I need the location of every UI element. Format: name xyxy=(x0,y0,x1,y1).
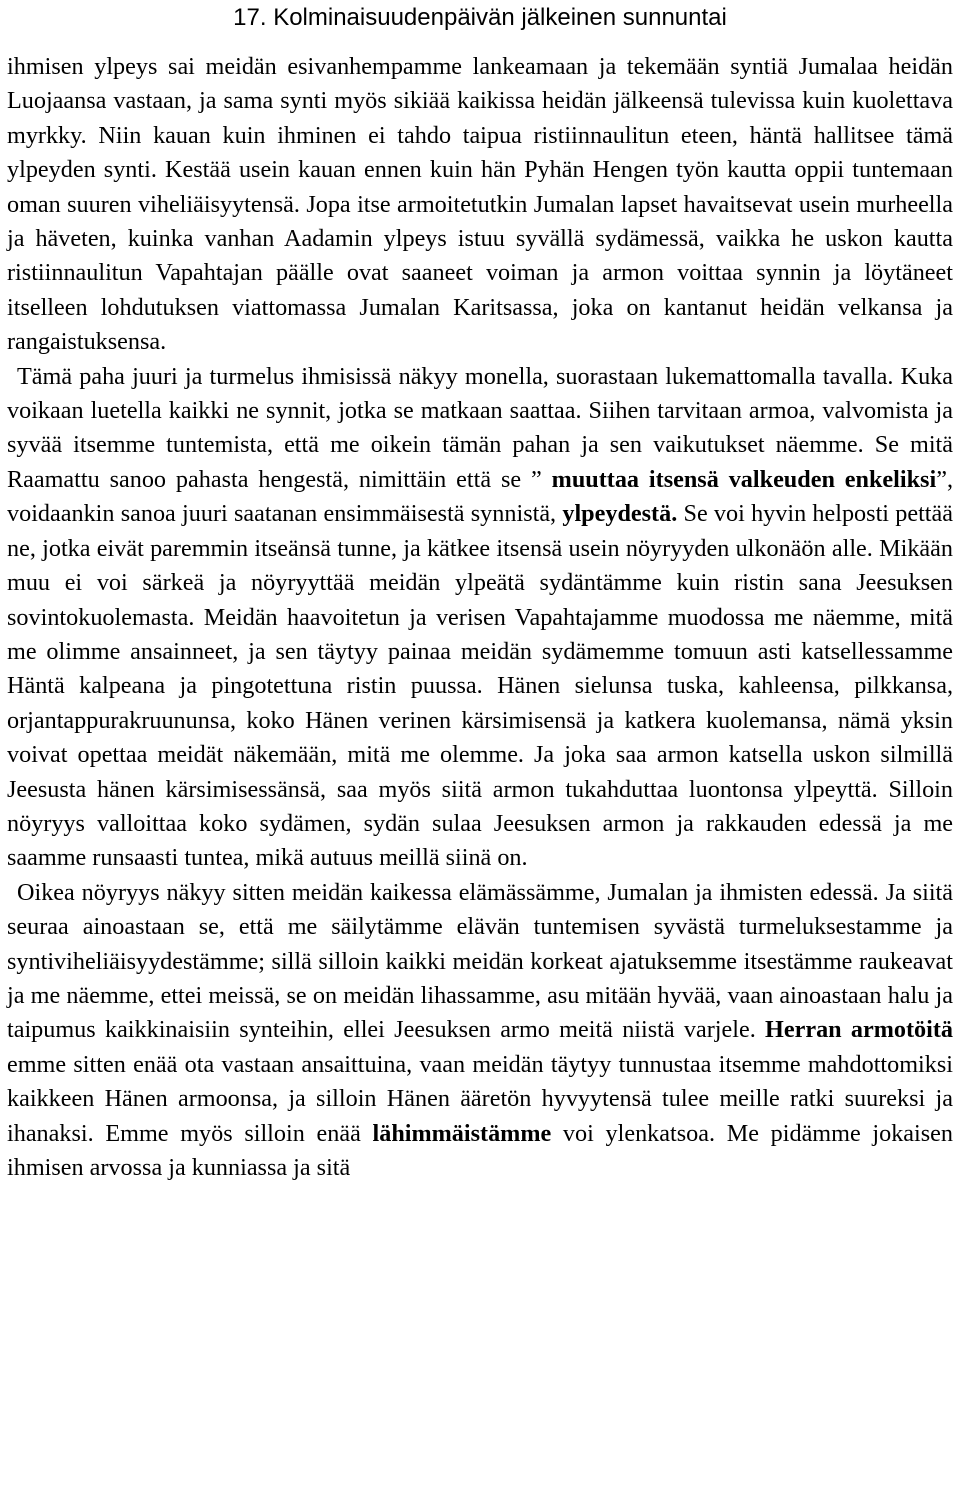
paragraph-1-text: ihmisen ylpeys sai meidän esivanhempamme lankeamaan ja tekemään syntiä Jumalaa heidän Luojaansa vastaan, ja sama synti myös sikiää kaikissa heidän jälkeensä tulevissa kuin kuolettava myrkky. Niin kauan kuin ihminen ei tahdo taipua ristiinnaulitun eteen, häntä hallitsee tämä ylpeyden synti. Kestää usein kauan ennen kuin hän Pyhän Hengen työn kautta oppii tuntemaan oman suuren viheliäisyytensä. Jopa itse armoitetutkin Jumalan lapset havaitsevat usein murheella ja häveten, kuinka vanhan Aadamin ylpeys istuu syvällä sydämessä, vaikka he uskon kautta ristiinnaulitun Vapahtajan päälle ovat saaneet voiman ja armon voittaa synnin ja löytäneet itselleen lohdutuksen viattomassa Jumalan Karitsassa, joka on kantanut heidän velkansa ja rangaistuksensa. xyxy=(7,53,953,356)
paragraph-1 xyxy=(7,50,953,360)
paragraph-2 xyxy=(7,360,953,876)
paragraph-2-text-a: Tämä paha juuri ja turmelus ihmisissä näkyy monella, suorastaan lukemattomalla tavalla. Kuka voikaan luetella kaikki ne synnit, jotka se matkaan saattaa. Siihen tarvitaan armoa, valvomista ja syvää itsemme tuntemista, että me oikein tämän pahan ja sen vaikutukset näemme. Se mitä Raamattu sanoo pahasta hengestä, nimittäin että se ” xyxy=(7,362,953,493)
bold-word-ylpeydesta: ylpeydestä. xyxy=(562,500,678,528)
paragraph-3-text-b: emme sitten enää ota vastaan ansaittuina, vaan meidän täytyy tunnustaa itsemme mahdottomiksi kaikkeen Hänen armoonsa, ja silloin Hänen ääretön hyvyytensä tulee meille ratki suureksi ja ihanaksi. Emme myös silloin enää xyxy=(7,1050,953,1147)
paragraph-3-text-a: Oikea nöyryys näkyy sitten meidän kaikessa elämässämme, Jumalan ja ihmisten edessä. Ja siitä seuraa ainoastaan se, että me säilytämme elävän tuntemisen syvästä turmeluksestamme ja syntiviheliäisyydestämme; sillä silloin kaikki meidän korkeat ajatuksemme itsestämme raukeavat ja me näemme, ettei meissä, se on meidän lihassamme, asu mitään hyvää, vaan ainoastaan halu ja taipumus kaikkinaisiin synteihin, ellei Jeesuksen armo meitä niistä varjele. xyxy=(7,878,953,1044)
page-title: 17. Kolminaisuudenpäivän jälkeinen sunnuntai xyxy=(233,4,727,31)
paragraph-3-text-c: voi ylenkatsoa. Me pidämme jokaisen ihmisen arvossa ja kunniassa ja sitä xyxy=(7,1119,953,1181)
bold-phrase-valkeuden-enkeliksi: muuttaa itsensä valkeuden enkeliksi xyxy=(551,465,937,493)
bold-word-lahimmaistamme: lähimmäistämme xyxy=(372,1119,552,1147)
bold-phrase-herran-armotoita: Herran armotöitä xyxy=(765,1016,953,1044)
paragraph-3 xyxy=(7,876,953,1186)
paragraph-2-text-b: ”, voidaankin sanoa juuri saatanan ensimmäisestä synnistä, xyxy=(7,465,953,528)
paragraph-2-text-c: Se voi hyvin helposti pettää ne, jotka eivät paremmin itseänsä tunne, ja kätkee itsensä usein nöyryyden ulkonäön alle. Mikään muu ei voi särkeä ja nöyryyttää meidän ylpeätä sydäntämme kuin ristin sana Jeesuksen sovintokuolemasta. Meidän haavoitetun ja verisen Vapahtajamme muodossa me näemme, mitä me olimme ansainneet, ja sen täytyy painaa meidän sydämemme tomuun asti katsellessamme Häntä kalpeana ja pingotettuna ristin puussa. Hänen sielunsa tuska, kahleensa, pilkkansa, orjantappurakruununsa, koko Hänen verinen kärsimisensä ja katkera kuolemansa, nämä yksin voivat opettaa meidät näkemään, mitä me olemme. Ja joka saa armon katsella uskon silmillä Jeesusta hänen kärsimisessänsä, saa myös siitä armon tukahduttaa luontonsa ylpeyttä. Silloin nöyryys valloittaa koko sydämen, sydän sulaa Jeesuksen armon ja rakkauden edessä ja me saamme runsaasti tuntea, mikä autuus meillä siinä on. xyxy=(7,500,953,872)
